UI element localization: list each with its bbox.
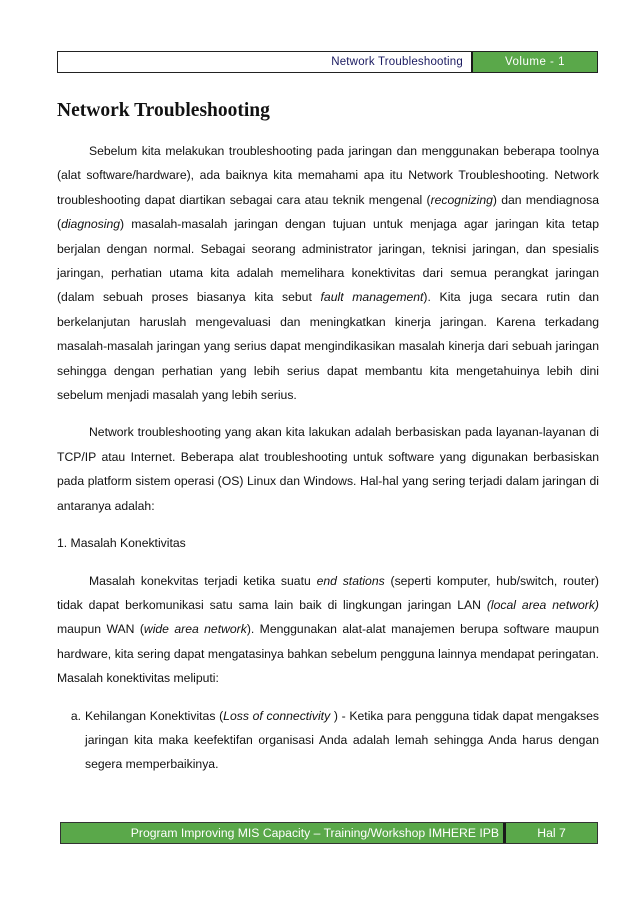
text-run: ) dan mendiagnosa ( <box>57 192 600 232</box>
text-run: Masalah konekvitas terjadi ketika suatu <box>89 573 317 588</box>
section-heading: 1. Masalah Konektivitas <box>57 536 186 551</box>
italic-text-run: wide area network <box>143 622 247 637</box>
footer-program: Program Improving MIS Capacity – Training/Workshop IMHERE IPB <box>61 823 503 843</box>
italic-text-run: fault management <box>320 290 424 305</box>
header-volume: Volume - 1 <box>471 52 597 72</box>
italic-text-run: (local area network) <box>486 597 599 612</box>
text-run: maupun WAN ( <box>57 622 144 637</box>
text-run: ). Menggunakan alat-alat manajemen berupa software maupun hardware, kita sering dapat mengatasinya bahkan sebelum pengguna lainnya mendapat peringatan. Masalah konektivitas meliputi: <box>57 622 600 686</box>
paragraph-intro <box>57 139 599 407</box>
list-item-text <box>85 704 599 777</box>
page-header <box>57 51 598 73</box>
text-run: ) - Ketika para pengguna tidak dapat mengakses jaringan kita maka keefektifan organisasi Anda adalah lemah sehingga Anda harus dengan segera memperbaikinya. <box>85 708 599 772</box>
header-title: Network Troubleshooting <box>331 56 463 68</box>
list-item-marker: a. <box>70 708 81 723</box>
paragraph-connectivity <box>57 569 599 691</box>
document-heading: Network Troubleshooting <box>57 100 270 121</box>
text-run: Network troubleshooting yang akan kita lakukan adalah berbasiskan pada layanan-layanan di TCP/IP atau Internet. Beberapa alat troubleshooting untuk software yang digunakan berbasiskan pada platform sistem operasi (OS) Linux dan Windows. Hal-hal yang sering terjadi dalam jaringan di antaranya adalah: <box>57 425 599 513</box>
italic-text-run: Loss of connectivity <box>223 708 331 723</box>
italic-text-run: end stations <box>316 573 385 588</box>
text-run: ). Kita juga secara rutin dan berkelanjutan haruslah mengevaluasi dan meningkatkan kinerja jaringan. Karena terkadang masalah-masalah jaringan yang serius dapat mengindikasikan masalah kinerja dari sebuah jaringan sehingga dengan perhatian yang lebih serius dapat membantu kita mengetahuinya lebih dini sebelum menjadi masalah yang lebih serius. <box>57 290 599 403</box>
text-run: ) masalah-masalah jaringan dengan tujuan untuk menjaga agar jaringan kita tetap berjalan dengan normal. Sebagai seorang administrator jaringan, teknisi jaringan, dan spesialis jaringan, perhatian utama kita adalah memelihara konektivitas dari semua perangkat jaringan (dalam sebuah proses biasanya kita sebut <box>57 217 599 305</box>
text-run: (seperti komputer, hub/switch, router) tidak dapat berkomunikasi satu sama lain baik di lingkungan jaringan LAN <box>57 573 599 612</box>
italic-text-run: recognizing <box>430 192 493 207</box>
italic-text-run: diagnosing <box>61 217 121 232</box>
list-item <box>57 704 599 777</box>
footer-page-number: Hal 7 <box>503 823 597 843</box>
text-run: Sebelum kita melakukan troubleshooting pada jaringan dan menggunakan beberapa toolnya (alat software/hardware), ada baiknya kita memahami apa itu Network Troubleshooting. Network troubleshooting dapat diartikan sebagai cara atau teknik mengenal ( <box>57 144 599 207</box>
document-body <box>57 139 599 777</box>
paragraph-tcpip <box>57 420 599 518</box>
page-footer <box>60 822 598 844</box>
text-run: Kehilangan Konektivitas ( <box>85 708 224 723</box>
